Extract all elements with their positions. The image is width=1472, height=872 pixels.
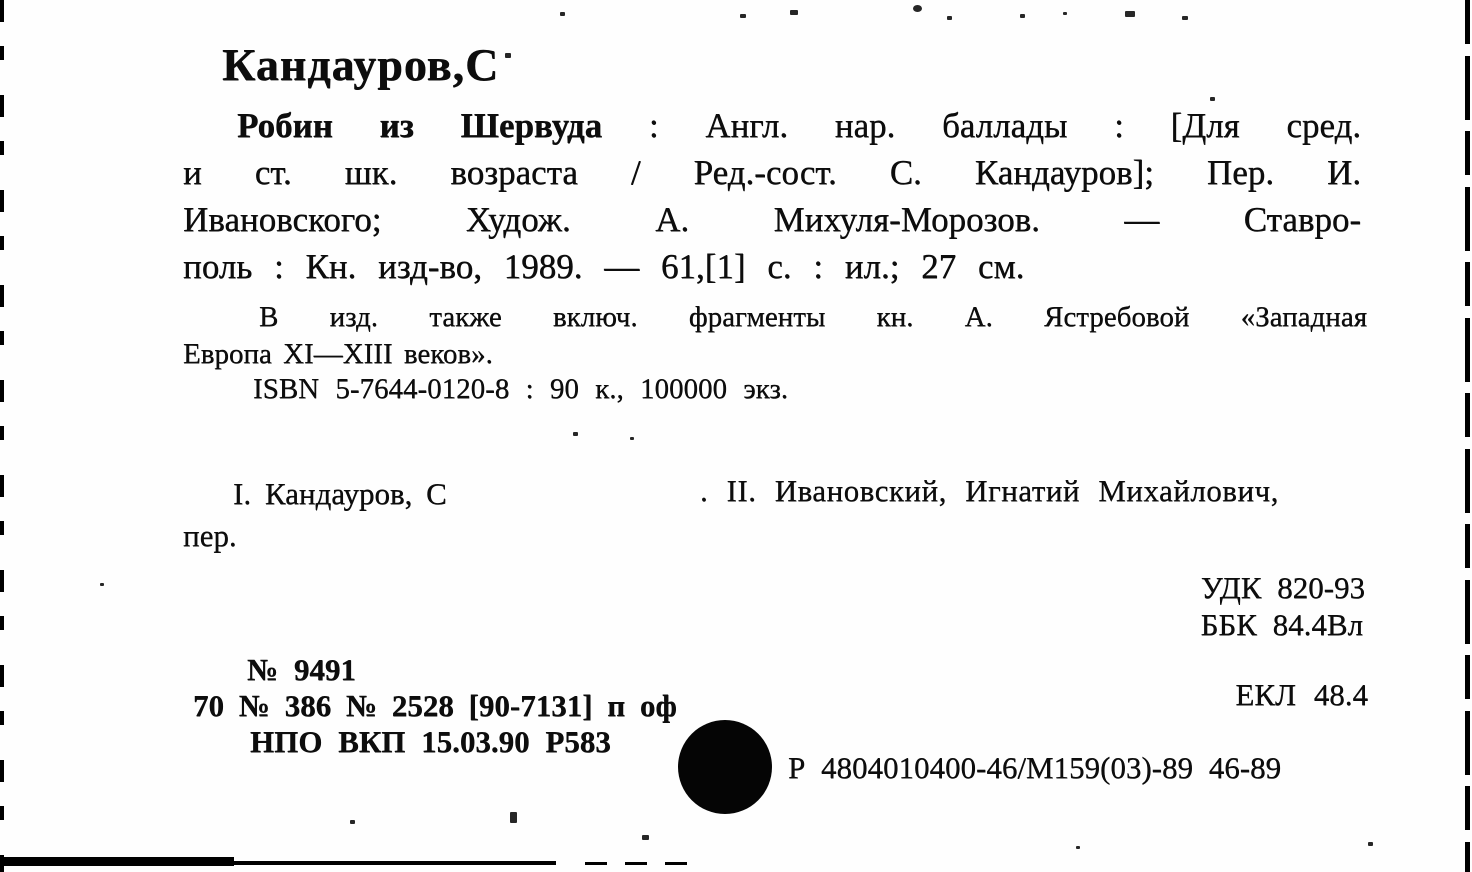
scan-speck [1368, 842, 1373, 846]
tracing-entry-1: I. Кандауров, С [233, 476, 447, 511]
author-heading: Кандауров,С [222, 39, 500, 90]
bbk-index: ББК 84.4Вл [1200, 607, 1363, 642]
note-line-2: Европа XI—XIII веков». [183, 338, 493, 370]
scan-bottom-band [0, 857, 234, 866]
scan-speck [1063, 12, 1067, 15]
description-line-4: поль : Кн. изд-во, 1989. — 61,[1] с. : ил.; 27 см. [183, 247, 1025, 286]
scan-speck [350, 820, 355, 824]
ink-stamp-circle-icon [678, 720, 772, 814]
scan-speck [790, 10, 798, 15]
scan-speck [573, 432, 578, 436]
udk-index: УДК 820-93 [1200, 570, 1365, 605]
accession-number-line-2: 70 № 386 № 2528 [90-7131] п оф [193, 688, 677, 723]
title-proper: Робин из Шервуда [237, 106, 603, 145]
scan-speck [505, 53, 511, 58]
scan-speck [1210, 97, 1215, 101]
scan-speck [1125, 11, 1135, 17]
scan-speck [100, 583, 104, 586]
scan-speck [642, 835, 649, 840]
description-line-2: и ст. шк. возраста / Ред.-сост. С. Кандауров]; Пер. И. [183, 153, 1361, 192]
tracing-entry-2-continuation: пер. [183, 518, 237, 553]
scan-edge-right [1465, 0, 1470, 872]
scan-speck [1182, 16, 1188, 20]
scan-bottom-dashes [585, 862, 695, 865]
scan-bottom-line [234, 861, 556, 865]
scan-speck [510, 812, 517, 823]
accession-number-line-1: № 9491 [247, 652, 356, 687]
scan-speck [947, 16, 952, 20]
scan-edge-left [0, 0, 4, 872]
scan-speck [630, 437, 634, 440]
isbn-line: ISBN 5-7644-0120-8 : 90 к., 100000 экз. [253, 373, 789, 405]
registration-number: Р 4804010400-46/М159(03)-89 46-89 [788, 750, 1282, 785]
description-line-1-rest: : Англ. нар. баллады : [Для сред. [602, 106, 1361, 145]
accession-number-line-3: НПО ВКП 15.03.90 Р583 [250, 724, 611, 759]
description-line-3: Ивановского; Худож. А. Михуля-Морозов. — Ставро- [183, 200, 1361, 239]
scan-speck [1076, 846, 1080, 849]
ekl-index: ЕКЛ 48.4 [1235, 677, 1368, 712]
tracing-entry-2: . II. Ивановский, Игнатий Михайлович, [700, 473, 1279, 508]
scan-speck [913, 5, 922, 12]
scan-speck [740, 14, 746, 18]
description-line-1 [183, 106, 1361, 146]
note-line-1: В изд. также включ. фрагменты кн. А. Ястребовой «Западная [259, 301, 1367, 333]
scan-speck [1020, 14, 1025, 18]
scan-speck [560, 12, 565, 16]
